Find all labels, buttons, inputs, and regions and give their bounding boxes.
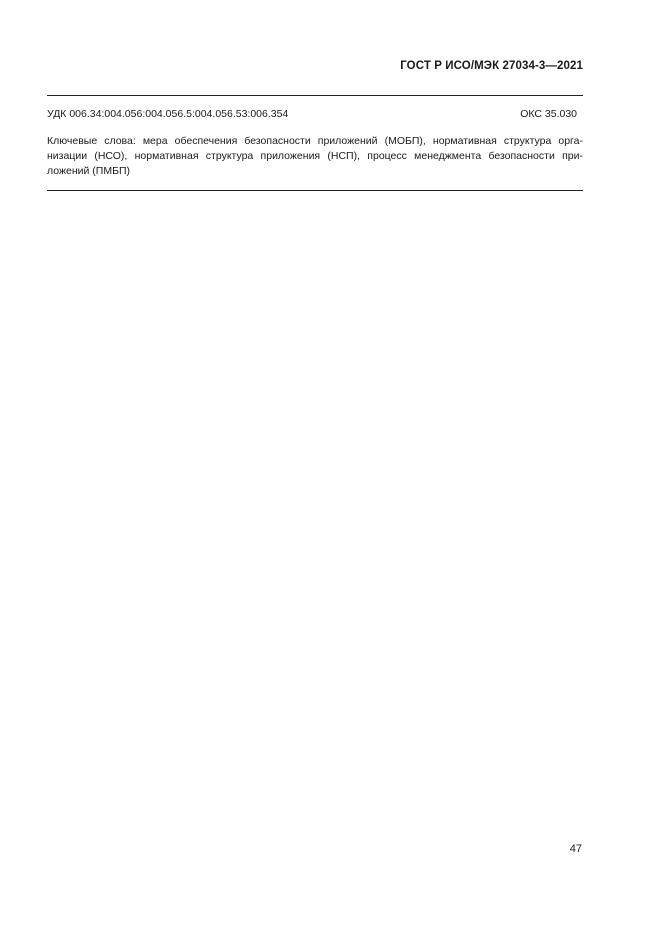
- keywords-block: [47, 134, 583, 179]
- oks-code: ОКС 35.030: [520, 108, 577, 120]
- bottom-divider: [47, 190, 583, 191]
- keywords-line: ложений (ПМБП): [47, 165, 131, 177]
- top-divider: [47, 95, 583, 96]
- keywords-line: низации (НСО), нормативная структура приложения (НСП), процесс менеджмента безопасности при-: [47, 150, 583, 162]
- keywords-line: Ключевые слова: мера обеспечения безопасности приложений (МОБП), нормативная структура орга-: [47, 135, 583, 147]
- udk-code: УДК 006.34:004.056:004.056.5:004.056.53:006.354: [47, 108, 289, 120]
- standard-code: ГОСТ Р ИСО/МЭК 27034-3—2021: [400, 60, 583, 72]
- page-number: 47: [569, 843, 582, 855]
